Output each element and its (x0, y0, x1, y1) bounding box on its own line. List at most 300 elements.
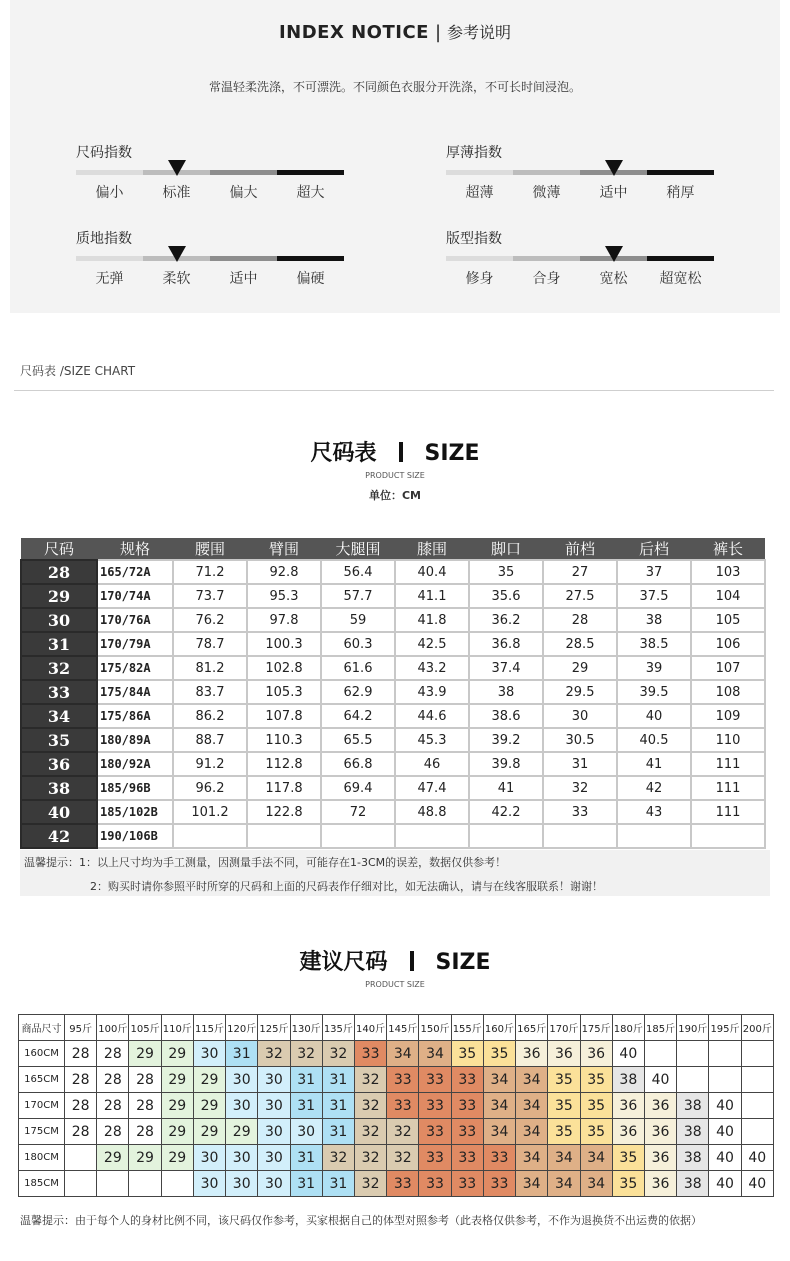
recommended-size-cell: 31 (290, 1067, 322, 1093)
measurement-cell: 47.4 (395, 776, 469, 800)
index-tick-label: 微薄 (532, 185, 561, 201)
index-label: 质地指数 (76, 231, 132, 247)
recommended-size-cell: 30 (258, 1093, 290, 1119)
recommended-size-cell (677, 1067, 709, 1093)
recommended-size-cell: 33 (451, 1171, 483, 1197)
index-tick-label: 超大 (296, 185, 325, 201)
measurement-cell: 111 (691, 800, 765, 824)
index-scale-bar (446, 256, 714, 261)
recommend-body (19, 1041, 774, 1197)
recommended-size-cell: 34 (387, 1041, 419, 1067)
weight-header-cell: 175斤 (580, 1015, 612, 1041)
size-chart-header-cell: 大腿围 (321, 538, 395, 560)
index-marker-icon (605, 246, 623, 262)
index-scale-segment (277, 170, 344, 175)
measurement-cell: 40 (617, 704, 691, 728)
index-scale-segment (446, 170, 513, 175)
weight-header-cell: 115斤 (193, 1015, 225, 1041)
index-tick-label: 合身 (532, 271, 561, 287)
measurement-cell: 109 (691, 704, 765, 728)
title-divider-bar (399, 442, 403, 462)
weight-header-cell: 105斤 (129, 1015, 161, 1041)
size-chart-header-cell: 膝围 (395, 538, 469, 560)
recommended-size-cell: 35 (548, 1093, 580, 1119)
spec-cell: 180/89A (97, 728, 173, 752)
recommended-size-cell (741, 1093, 773, 1119)
size-chart-tip-2: 2：购买时请你参照平时所穿的尺码和上面的尺码表作仔细对比，如无法确认，请与在线客服联系！谢谢！ (90, 880, 603, 893)
measurement-cell: 44.6 (395, 704, 469, 728)
table-row (21, 608, 765, 632)
recommended-size-cell (65, 1171, 97, 1197)
recommended-size-cell: 34 (516, 1119, 548, 1145)
index-scale-segment (446, 256, 513, 261)
measurement-cell: 30 (543, 704, 617, 728)
recommended-size-cell: 33 (419, 1171, 451, 1197)
recommended-size-cell: 35 (612, 1171, 644, 1197)
recommended-size-cell: 33 (419, 1119, 451, 1145)
height-cell: 170CM (19, 1093, 65, 1119)
recommended-size-cell: 28 (97, 1093, 129, 1119)
recommended-size-cell: 29 (193, 1119, 225, 1145)
recommended-size-cell: 36 (644, 1145, 676, 1171)
measurement-cell: 37 (617, 560, 691, 584)
measurement-cell: 105 (691, 608, 765, 632)
measurement-cell: 41.8 (395, 608, 469, 632)
measurement-cell: 96.2 (173, 776, 247, 800)
index-tick-label: 适中 (599, 185, 628, 201)
index-tick-label: 超宽松 (659, 271, 702, 287)
recommended-size-cell: 35 (580, 1119, 612, 1145)
weight-header-cell: 160斤 (483, 1015, 515, 1041)
recommended-size-cell: 32 (354, 1067, 386, 1093)
measurement-cell: 48.8 (395, 800, 469, 824)
size-chart-unit: 单位：CM (368, 489, 422, 502)
recommended-size-cell: 33 (387, 1067, 419, 1093)
recommended-size-cell: 40 (741, 1145, 773, 1171)
recommended-size-cell: 30 (258, 1145, 290, 1171)
size-chart-header-cell: 腰围 (173, 538, 247, 560)
recommended-size-cell: 31 (290, 1093, 322, 1119)
size-chart-header-cell: 前档 (543, 538, 617, 560)
height-cell: 175CM (19, 1119, 65, 1145)
recommend-title-en: SIZE (435, 950, 491, 975)
size-chart-header-cell: 脚口 (469, 538, 543, 560)
index-scale-bar (76, 170, 344, 175)
recommended-size-cell: 30 (226, 1171, 258, 1197)
index-scale-segment (277, 256, 344, 261)
recommended-size-cell: 36 (644, 1119, 676, 1145)
recommended-size-cell: 36 (516, 1041, 548, 1067)
recommended-size-cell: 29 (161, 1093, 193, 1119)
measurement-cell: 66.8 (321, 752, 395, 776)
weight-header-cell: 180斤 (612, 1015, 644, 1041)
recommended-size-cell (161, 1171, 193, 1197)
size-cell: 33 (21, 680, 97, 704)
weight-header-cell: 100斤 (97, 1015, 129, 1041)
weight-header-cell: 200斤 (741, 1015, 773, 1041)
recommended-size-cell (97, 1171, 129, 1197)
recommended-size-cell: 34 (483, 1119, 515, 1145)
weight-header-cell: 195斤 (709, 1015, 741, 1041)
recommended-size-cell: 30 (226, 1067, 258, 1093)
index-scale-bar (76, 256, 344, 261)
spec-cell: 185/102B (97, 800, 173, 824)
recommended-size-cell: 35 (483, 1041, 515, 1067)
measurement-cell: 42.5 (395, 632, 469, 656)
recommended-size-cell: 31 (322, 1171, 354, 1197)
recommended-size-cell: 34 (580, 1171, 612, 1197)
measurement-cell: 62.9 (321, 680, 395, 704)
recommend-title-zh: 建议尺码 (299, 950, 388, 975)
recommended-size-cell: 29 (129, 1041, 161, 1067)
recommended-size-cell: 32 (387, 1145, 419, 1171)
measurement-cell: 28.5 (543, 632, 617, 656)
measurement-cell: 38 (617, 608, 691, 632)
washing-instructions: 常温轻柔洗涤，不可漂洗。不同颜色衣服分开洗涤，不可长时间浸泡。 (208, 80, 581, 94)
measurement-cell: 40.4 (395, 560, 469, 584)
recommended-size-cell: 35 (548, 1067, 580, 1093)
recommended-size-cell: 33 (451, 1119, 483, 1145)
measurement-cell: 97.8 (247, 608, 321, 632)
measurement-cell: 103 (691, 560, 765, 584)
weight-header-cell: 95斤 (65, 1015, 97, 1041)
measurement-cell: 43.2 (395, 656, 469, 680)
recommend-corner-cell: 商品尺寸 (19, 1015, 65, 1041)
index-tick-label: 偏小 (95, 185, 124, 201)
recommended-size-cell (741, 1041, 773, 1067)
recommended-size-cell: 28 (129, 1067, 161, 1093)
measurement-cell (543, 824, 617, 848)
measurement-cell: 110 (691, 728, 765, 752)
measurement-cell: 107 (691, 656, 765, 680)
measurement-cell (247, 824, 321, 848)
measurement-cell: 41 (469, 776, 543, 800)
measurement-cell: 72 (321, 800, 395, 824)
recommended-size-cell: 28 (65, 1093, 97, 1119)
recommend-tip: 温馨提示：由于每个人的身材比例不同，该尺码仅作参考，买家根据自己的体型对照参考（此表格仅供参考，不作为退换货不出运费的依据） (20, 1214, 702, 1227)
measurement-cell: 88.7 (173, 728, 247, 752)
recommended-size-cell: 35 (548, 1119, 580, 1145)
measurement-cell: 107.8 (247, 704, 321, 728)
table-row (19, 1041, 774, 1067)
table-row (21, 584, 765, 608)
index-tick-label: 偏硬 (296, 271, 325, 287)
measurement-cell: 95.3 (247, 584, 321, 608)
measurement-cell: 101.2 (173, 800, 247, 824)
recommended-size-cell: 34 (483, 1093, 515, 1119)
size-chart-header-cell: 后档 (617, 538, 691, 560)
recommended-size-cell: 35 (580, 1067, 612, 1093)
table-row (19, 1171, 774, 1197)
weight-header-cell: 130斤 (290, 1015, 322, 1041)
weight-header-cell: 110斤 (161, 1015, 193, 1041)
index-tick-label: 超薄 (465, 185, 494, 201)
recommended-size-cell: 28 (97, 1067, 129, 1093)
measurement-cell: 42 (617, 776, 691, 800)
index-marker-icon (605, 160, 623, 176)
index-tick-label: 宽松 (599, 271, 628, 287)
recommend-title (0, 945, 790, 976)
recommended-size-cell (129, 1171, 161, 1197)
measurement-cell: 71.2 (173, 560, 247, 584)
recommended-size-cell: 33 (387, 1171, 419, 1197)
table-row (21, 680, 765, 704)
height-cell: 165CM (19, 1067, 65, 1093)
recommend-header-row (19, 1015, 774, 1041)
measurement-cell: 46 (395, 752, 469, 776)
measurement-cell: 41 (617, 752, 691, 776)
measurement-cell: 39 (617, 656, 691, 680)
recommended-size-cell: 28 (129, 1119, 161, 1145)
measurement-cell (469, 824, 543, 848)
table-row (19, 1119, 774, 1145)
measurement-cell: 76.2 (173, 608, 247, 632)
spec-cell: 170/79A (97, 632, 173, 656)
recommended-size-cell (644, 1041, 676, 1067)
size-chart-tips (20, 850, 770, 896)
spec-cell: 190/106B (97, 824, 173, 848)
recommended-size-cell: 31 (322, 1119, 354, 1145)
spec-cell: 175/82A (97, 656, 173, 680)
recommended-size-cell: 28 (97, 1041, 129, 1067)
spec-cell: 185/96B (97, 776, 173, 800)
size-chart-header-cell: 尺码 (21, 538, 97, 560)
weight-header-cell: 150斤 (419, 1015, 451, 1041)
recommended-size-cell: 32 (322, 1145, 354, 1171)
table-row (21, 824, 765, 848)
measurement-cell: 73.7 (173, 584, 247, 608)
weight-header-cell: 190斤 (677, 1015, 709, 1041)
recommended-size-cell: 33 (483, 1171, 515, 1197)
size-chart-header-cell: 臂围 (247, 538, 321, 560)
recommended-size-cell: 36 (580, 1041, 612, 1067)
measurement-cell: 35.6 (469, 584, 543, 608)
recommended-size-cell: 33 (419, 1145, 451, 1171)
recommended-size-cell (709, 1041, 741, 1067)
recommended-size-cell: 32 (354, 1145, 386, 1171)
spec-cell: 175/86A (97, 704, 173, 728)
index-notice-panel (10, 0, 780, 313)
recommended-size-cell: 29 (193, 1093, 225, 1119)
index-group (446, 142, 726, 202)
recommended-size-cell: 38 (677, 1171, 709, 1197)
recommended-size-cell (741, 1119, 773, 1145)
measurement-cell: 37.5 (617, 584, 691, 608)
index-scale-segment (210, 256, 277, 261)
index-tick-label: 柔软 (162, 271, 191, 287)
recommended-size-cell (677, 1041, 709, 1067)
measurement-cell: 108 (691, 680, 765, 704)
measurement-cell: 42.2 (469, 800, 543, 824)
measurement-cell: 105.3 (247, 680, 321, 704)
weight-header-cell: 140斤 (354, 1015, 386, 1041)
recommended-size-cell: 33 (483, 1145, 515, 1171)
recommended-size-cell: 32 (354, 1093, 386, 1119)
recommended-size-cell: 34 (483, 1067, 515, 1093)
table-row (19, 1067, 774, 1093)
measurement-cell: 39.5 (617, 680, 691, 704)
size-chart-title-en: SIZE (424, 441, 480, 466)
measurement-cell: 27.5 (543, 584, 617, 608)
recommended-size-cell: 35 (612, 1145, 644, 1171)
measurement-cell: 104 (691, 584, 765, 608)
measurement-cell (321, 824, 395, 848)
measurement-cell: 28 (543, 608, 617, 632)
recommended-size-cell: 29 (193, 1067, 225, 1093)
table-row (21, 632, 765, 656)
measurement-cell: 40.5 (617, 728, 691, 752)
table-row (21, 704, 765, 728)
index-label: 厚薄指数 (446, 145, 502, 161)
measurement-cell: 32 (543, 776, 617, 800)
height-cell: 160CM (19, 1041, 65, 1067)
table-row (21, 656, 765, 680)
measurement-cell: 78.7 (173, 632, 247, 656)
size-cell: 31 (21, 632, 97, 656)
recommended-size-cell: 29 (161, 1145, 193, 1171)
recommended-size-cell: 28 (65, 1067, 97, 1093)
section-divider (14, 390, 774, 391)
recommended-size-cell: 36 (612, 1119, 644, 1145)
index-scale-segment (76, 170, 143, 175)
measurement-cell: 45.3 (395, 728, 469, 752)
recommended-size-cell: 40 (612, 1041, 644, 1067)
recommended-size-cell: 33 (419, 1093, 451, 1119)
measurement-cell: 56.4 (321, 560, 395, 584)
recommended-size-cell: 32 (354, 1171, 386, 1197)
weight-header-cell: 135斤 (322, 1015, 354, 1041)
measurement-cell: 59 (321, 608, 395, 632)
index-group (446, 228, 726, 288)
measurement-cell: 31 (543, 752, 617, 776)
table-row (21, 776, 765, 800)
measurement-cell: 117.8 (247, 776, 321, 800)
measurement-cell (691, 824, 765, 848)
recommend-subtitle: PRODUCT SIZE (365, 980, 425, 989)
recommended-size-cell: 33 (451, 1093, 483, 1119)
recommended-size-cell: 31 (322, 1067, 354, 1093)
size-cell: 34 (21, 704, 97, 728)
size-chart-title-zh: 尺码表 (310, 441, 377, 466)
recommended-size-cell: 40 (709, 1119, 741, 1145)
notice-title-separator: | (434, 22, 442, 43)
measurement-cell: 39.2 (469, 728, 543, 752)
index-scale-segment (76, 256, 143, 261)
size-chart-body (21, 560, 765, 848)
weight-header-cell: 145斤 (387, 1015, 419, 1041)
measurement-cell: 36.8 (469, 632, 543, 656)
recommended-size-cell: 38 (677, 1093, 709, 1119)
table-row (21, 728, 765, 752)
measurement-cell (395, 824, 469, 848)
recommended-size-cell: 29 (226, 1119, 258, 1145)
spec-cell: 165/72A (97, 560, 173, 584)
recommended-size-cell: 32 (258, 1041, 290, 1067)
size-cell: 32 (21, 656, 97, 680)
measurement-cell: 33 (543, 800, 617, 824)
measurement-cell: 83.7 (173, 680, 247, 704)
index-scale-segment (210, 170, 277, 175)
measurement-cell: 92.8 (247, 560, 321, 584)
recommended-size-cell: 33 (387, 1093, 419, 1119)
measurement-cell: 110.3 (247, 728, 321, 752)
measurement-cell: 38 (469, 680, 543, 704)
recommended-size-cell: 34 (548, 1171, 580, 1197)
title-divider-bar (410, 951, 414, 971)
index-scale-segment (513, 256, 580, 261)
spec-cell: 170/74A (97, 584, 173, 608)
recommended-size-cell: 32 (387, 1119, 419, 1145)
recommended-size-cell: 40 (709, 1093, 741, 1119)
index-group (76, 228, 356, 288)
recommended-size-cell: 40 (741, 1171, 773, 1197)
size-chart-header-cell: 规格 (97, 538, 173, 560)
recommended-size-cell: 36 (644, 1093, 676, 1119)
index-label: 尺码指数 (76, 145, 132, 161)
size-cell: 40 (21, 800, 97, 824)
index-marker-icon (168, 246, 186, 262)
recommended-size-cell: 33 (451, 1145, 483, 1171)
recommended-size-cell: 30 (290, 1119, 322, 1145)
measurement-cell: 27 (543, 560, 617, 584)
index-tick-label: 适中 (229, 271, 258, 287)
recommended-size-cell: 32 (354, 1119, 386, 1145)
index-group (76, 142, 356, 202)
index-tick-label: 标准 (162, 185, 191, 201)
recommended-size-cell: 28 (65, 1119, 97, 1145)
recommended-size-cell: 40 (709, 1145, 741, 1171)
notice-title (10, 20, 780, 43)
recommended-size-cell: 38 (677, 1145, 709, 1171)
recommended-size-cell: 35 (451, 1041, 483, 1067)
size-cell: 36 (21, 752, 97, 776)
recommended-size-cell: 30 (193, 1041, 225, 1067)
index-scale-segment (647, 256, 714, 261)
section-label: 尺码表 /SIZE CHART (20, 364, 136, 378)
measurement-cell: 36.2 (469, 608, 543, 632)
index-scale-segment (647, 170, 714, 175)
recommended-size-cell: 28 (129, 1093, 161, 1119)
recommended-size-cell: 33 (354, 1041, 386, 1067)
index-label: 版型指数 (446, 231, 502, 247)
measurement-cell: 41.1 (395, 584, 469, 608)
measurement-cell: 122.8 (247, 800, 321, 824)
weight-header-cell: 120斤 (226, 1015, 258, 1041)
spec-cell: 180/92A (97, 752, 173, 776)
recommended-size-cell (709, 1067, 741, 1093)
recommended-size-cell: 36 (612, 1093, 644, 1119)
measurement-cell (173, 824, 247, 848)
index-tick-label: 修身 (465, 271, 494, 287)
measurement-cell: 38.6 (469, 704, 543, 728)
index-scale-bar (446, 170, 714, 175)
recommended-size-cell: 29 (161, 1041, 193, 1067)
recommended-size-cell: 31 (290, 1145, 322, 1171)
table-row (19, 1145, 774, 1171)
recommended-size-cell (65, 1145, 97, 1171)
measurement-cell: 60.3 (321, 632, 395, 656)
height-cell: 185CM (19, 1171, 65, 1197)
recommended-size-cell: 30 (193, 1145, 225, 1171)
recommended-size-cell: 34 (548, 1145, 580, 1171)
recommended-size-cell: 40 (709, 1171, 741, 1197)
measurement-cell: 61.6 (321, 656, 395, 680)
recommended-size-cell: 34 (580, 1145, 612, 1171)
measurement-cell: 81.2 (173, 656, 247, 680)
spec-cell: 170/76A (97, 608, 173, 632)
size-cell: 30 (21, 608, 97, 632)
index-tick-label: 无弹 (95, 271, 124, 287)
